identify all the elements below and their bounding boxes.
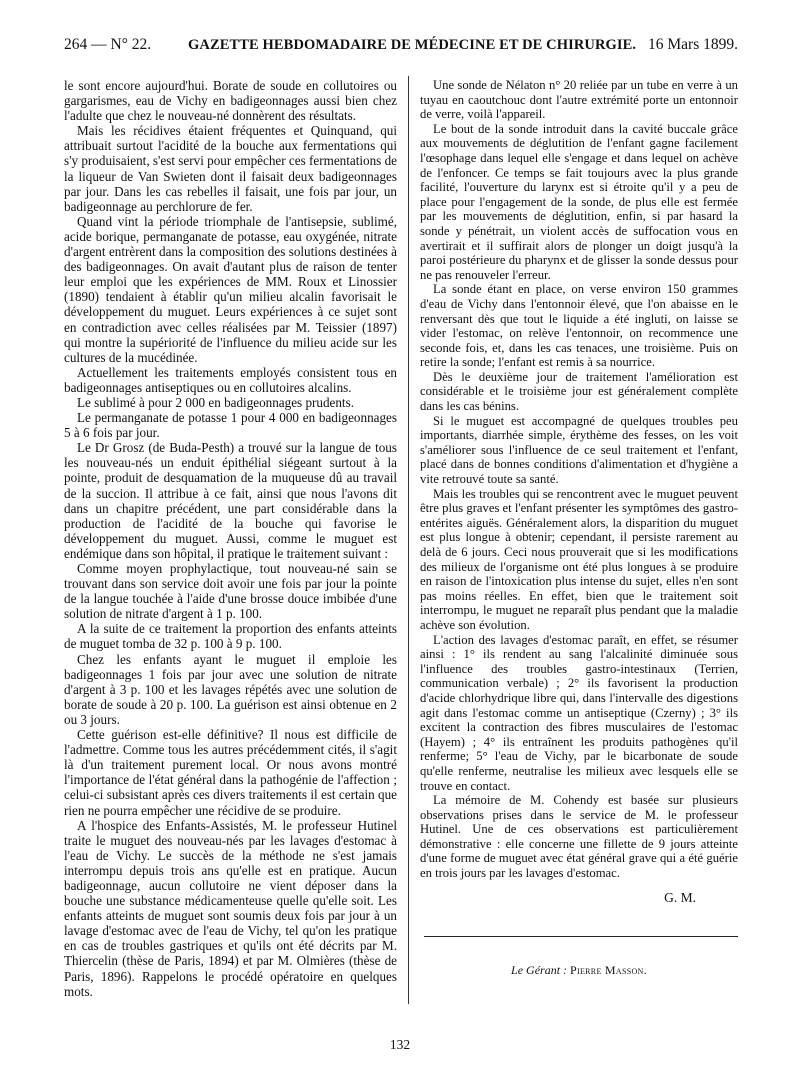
paragraph: Quand vint la période triomphale de l'antisepsie, sublimé, acide borique, permanganate de potasse, eau oxygénée, nitrate d'argent entrèrent dans la composition des solutions destinées à des badigeonnages. On avait d'autant plus de raison de tenter leur emploi que les expériences de MM. Roux et Linossier (1890) tendaient à établir qu'un milieu alcalin favorisait le développement du muguet. Leurs expériences à ce sujet sont en contradiction avec celles réalisées par M. Teissier (1897) qui montre la supériorité de l'influence du milieu acide sur les cultures de la mucédinée. [64,213,397,365]
paragraph: A l'hospice des Enfants-Assistés, M. le professeur Hutinel traite le muguet des nouveau-nés par les lavages d'estomac à l'eau de Vichy. Le succès de la méthode ne s'est jamais interrompu depuis trois ans qu'elle est en pratique. Aucun badigeonnage, aucun collutoire ne vient déposer dans la bouche une substance médicamenteuse quelle qu'elle soit. Les enfants atteints de muguet sont soumis deux fois par jour à un lavage d'estomac avec de l'eau de Vichy, tel qu'on les pratique en cas de troubles gastriques et qu'ils ont été décrits par M. Thiercelin (thèse de Paris, 1894) et par M. Olmières (thèse de Paris, 1896). Rappelons le procédé opératoire en quelques mots. [64,817,397,999]
paragraph: Le permanganate de potasse 1 pour 4 000 en badigeonnages 5 à 6 fois par jour. [64,410,397,441]
paragraph: Si le muguet est accompagné de quelques troubles peu importants, diarrhée simple, érythème des fesses, on les voit s'améliorer sous l'influence de ce seul traitement et l'enfant, placé dans de bonnes conditions d'alimentation et d'hygiène a vite retrouvé toute sa santé. [420,413,738,487]
column-divider [408,76,409,1004]
paragraph: La sonde étant en place, on verse environ 150 grammes d'eau de Vichy dans l'entonnoir élevé, que l'on abaisse en le renversant dès que tout le liquide a été ingluti, on laisse se vider l'estomac, on relève l'entonnoir, on recommence une seconde fois, et, dans les cas tenaces, une troisième. Puis on retire la sonde; l'enfant est remis à sa nourrice. [420,282,738,370]
gerant-line [420,963,738,978]
paragraph: Le sublimé à pour 2 000 en badigeonnages prudents. [77,394,354,410]
issue-date: 16 Mars 1899. [648,36,738,53]
paragraph: L'action des lavages d'estomac paraît, en effet, se résumer ainsi : 1° ils rendent au sang l'alcalinité diminuée sous l'influence des troubles gastro-intestinaux (Terrien, communication verbale) ; 2° ils favorisent la production d'acide chlorhydrique libre qui, dans l'intervalle des digestions agit dans l'estomac comme un antiseptique (Czerny) ; 3° ils excitent la contraction des fibres musculaires de l'estomac (Hayem) ; 4° ils entraînent les produits pathogènes qu'il renferme; 5° l'eau de Vichy, par le bicarbonate de soude qu'elle renferme, neutralise les milieux avec lesquels elle se trouve en contact. [420,632,738,793]
gerant-label: Le Gérant : [511,963,568,977]
paragraph: Dès le deuxième jour de traitement l'amélioration est considérable et le troisième jour est généralement complète dans les cas bénins. [420,369,738,414]
gerant-name: Pierre Masson. [570,963,647,977]
paragraph: Mais les troubles qui se rencontrent avec le muguet peuvent être plus graves et l'enfant présenter les symptômes des gastro-entérites aiguës. Généralement alors, la disparition du muguet est plus longue à obtenir; cependant, il persiste rarement au delà de 6 jours. Ceci nous prouverait que si les modifications des milieux de l'organisme ont été plus longues à se produire en raison de l'intoxication plus intense du sujet, elles n'en sont pas moins réelles. En effet, bien que le traitement soit interrompu, le muguet ne reparaît plus pendant que la maladie achève son évolution. [420,486,738,632]
left-column [64,78,397,999]
paragraph: Le Dr Grosz (de Buda-Pesth) a trouvé sur la langue de tous les nouveau-nés un enduit épithélial siégeant surtout à la pointe, produit de desquamation de la muqueuse dû au travail de la succion. Il attribue à ce fait, ainsi que nous l'avons dit dans un chapitre précédent, une part considérable dans la production de l'acidité de la bouche qui favorise le développement du muguet. Aussi, comme le muguet est endémique dans son hôpital, il pratique le traitement suivant : [64,440,397,561]
paragraph: Actuellement les traitements employés consistent tous en badigeonnages antiseptiques ou en collutoires alcalins. [64,364,397,395]
page-number: 132 [389,1037,411,1052]
separator-rule [424,936,738,937]
paragraph: Chez les enfants ayant le muguet il emploie les badigeonnages 1 fois par jour avec une solution de nitrate d'argent à 3 p. 100 et les lavages répétés avec une solution de borate de soude à 20 p. 100. La guérison est ainsi obtenue en 2 ou 3 jours. [64,651,397,727]
running-header [64,36,738,62]
paragraph: Comme moyen prophylactique, tout nouveau-né sain se trouvant dans son service doit avoir une fois par jour la pointe de la langue touchée à l'aide d'une brosse douce imbibée d'une solution de nitrate d'argent à 1 p. 100. [64,561,397,622]
right-column [420,78,738,881]
paragraph: Le bout de la sonde introduit dans la cavité buccale grâce aux mouvements de déglutition de l'enfant gagne facilement l'œsophage dans lequel elle s'engage et dans lequel on achève de l'enfoncer. Ce temps se fait toujours avec la plus grande facilité, l'ouverture du larynx est si étroite qu'il y a peu de place pour l'engagement de la sonde, de plus elle est fermée par les mouvements de déglutition, enfin, si par hasard la sonde y pénétrait, un violent accès de suffocation vous en avertirait et il suffirait alors de plonger un doigt jusqu'à la paroi postérieure du pharynx et de glisser la sonde dessus pour ne pas renouveler l'erreur. [420,121,738,282]
journal-title: GAZETTE HEBDOMADAIRE DE MÉDECINE ET DE CHIRURGIE. [188,37,637,53]
paragraph: Cette guérison est-elle définitive? Il nous est difficile de l'admettre. Comme tous les autres précédemment cités, il s'agit là d'un traitement purement local. Or nous avons montré l'importance de l'état général dans la pathogénie de l'affection ; celui-ci subsistant après ces divers traitements il est certain que rien ne pourra empêcher une récidive de se produire. [64,727,397,818]
page-and-issue-number: 264 — N° 22. [64,36,152,53]
author-signature: G. M. [664,890,696,905]
paragraph: le sont encore aujourd'hui. Borate de soude en collutoires ou gargarismes, eau de Vichy en badigeonnages aussi bien chez l'adulte que chez le nouveau-né donnèrent des résultats. [64,78,397,124]
paragraph: A la suite de ce traitement la proportion des enfants atteints de muguet tomba de 32 p. 100 à 9 p. 100. [64,621,397,652]
paragraph: Mais les récidives étaient fréquentes et Quinquand, qui attribuait surtout l'acidité de la bouche aux fermentations qui s'y produisaient, s'est servi pour empêcher ces fermentations de la liqueur de Van Swieten dont il faisait deux badigeonnages par jour. Dans les cas rebelles il faisait, une fois par jour, un badigeonnage au perchlorure de fer. [64,123,397,214]
paragraph: La mémoire de M. Cohendy est basée sur plusieurs observations prises dans le service de M. le professeur Hutinel. Une de ces observations est particulièrement démonstrative : elle concerne une fillette de 9 jours atteinte d'une forme de muguet avec état général grave qui a été guérie en trois jours par les lavages d'estomac. [420,793,738,881]
paragraph: Une sonde de Nélaton n° 20 reliée par un tube en verre à un tuyau en caoutchouc dont l'autre extrémité porte un entonnoir de verre, voilà l'appareil. [420,78,738,122]
